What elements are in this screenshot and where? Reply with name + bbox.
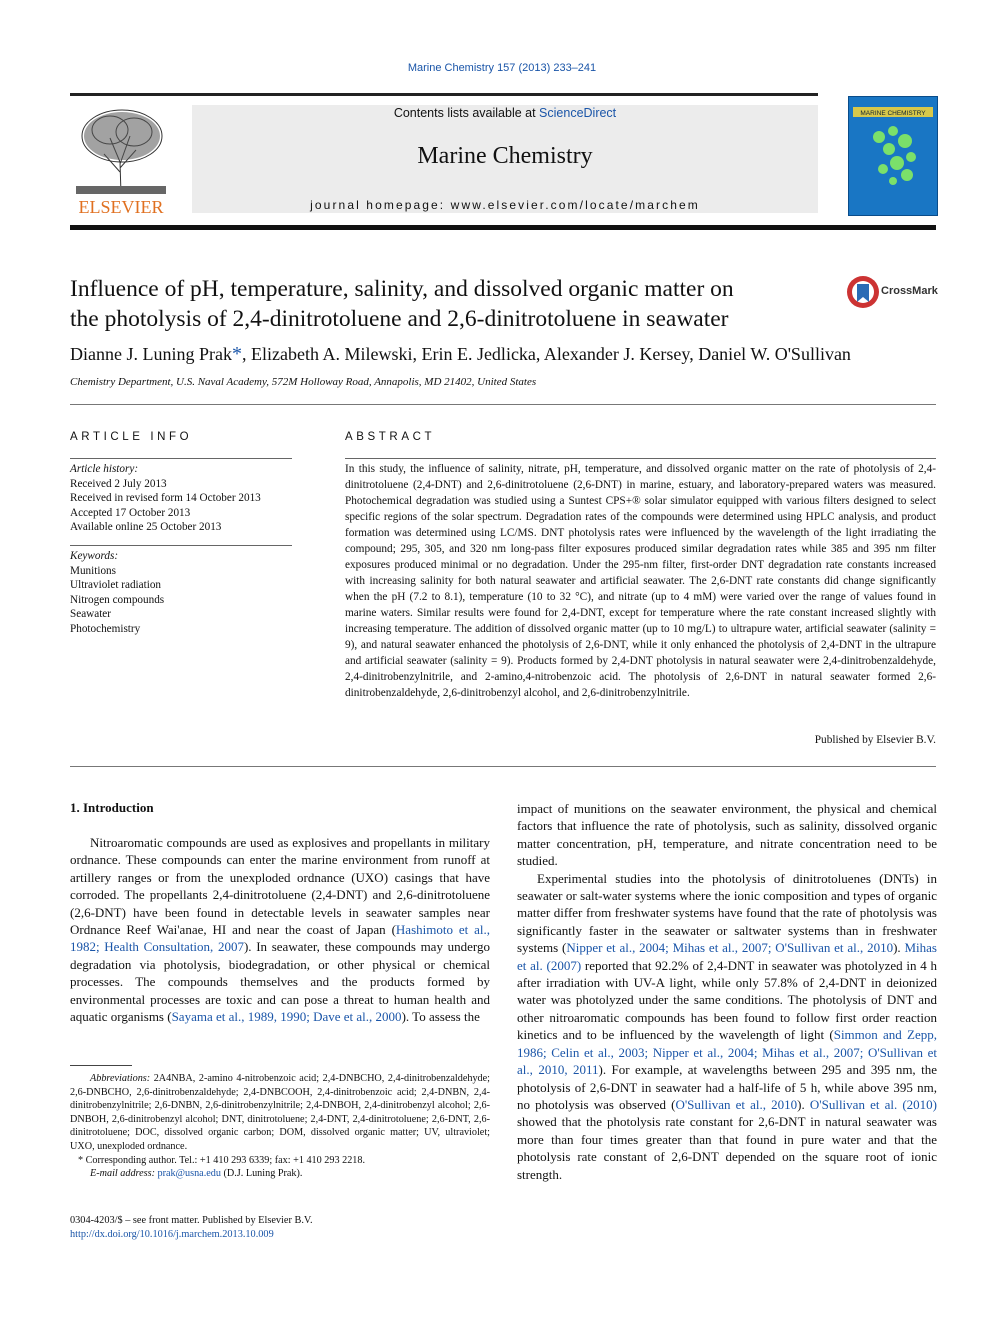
history-received: Received 2 July 2013	[70, 477, 167, 490]
citation-link[interactable]: Simmon and Zepp, 1986; Celin et al., 2003; Nipper et al., 2004; Mihas et al., 2007; O'Sullivan et al., 2010, 2011	[517, 1027, 938, 1078]
footnotes	[70, 1072, 490, 1181]
page-footer	[70, 1214, 313, 1242]
elsevier-wordmark: ELSEVIER	[78, 197, 164, 216]
email-link[interactable]: prak@usna.edu	[157, 1168, 221, 1180]
journal-reference-link[interactable]: Marine Chemistry 157 (2013) 233–241	[407, 62, 597, 74]
keyword: Ultraviolet radiation	[70, 579, 162, 591]
keywords	[70, 549, 292, 636]
intro-paragraph-1: Nitroaromatic compounds are used as explosives and propellants in military ordnance. These compounds can enter the marine environment from runoff at artillery ranges or from the unexploded ordnance (UXO) casings that have corroded. The propellants 2,4-dinitrotoluene (2,4-DNT) and 2,6-dinitrotoluene (2,6-DNT) have been found in detectable levels in seawater samples near Ordnance Reef Wai'anae, HI and near the coast of Japan (Hashimoto et al., 1982; Health Consultation, 2007). In seawater, these compounds may undergo degradation via photolysis, biodegradation, or other physical or chemical processes. The compounds themselves and the products formed by environmental processes are toxic and can pose a threat to human health and aquatic organisms (Sayama et al., 1989, 1990; Dave et al., 2000). To assess the	[70, 835, 490, 1025]
article-title	[70, 274, 810, 334]
citation-link[interactable]: O'Sullivan et al., 2010	[675, 1096, 798, 1112]
contents-prefix: Contents lists available at	[393, 106, 540, 120]
article-title-line-1: Influence of pH, temperature, salinity, and dissolved organic matter on	[70, 276, 734, 302]
article-history	[70, 462, 292, 535]
footnote-rule	[70, 1065, 132, 1066]
history-accepted: Accepted 17 October 2013	[70, 506, 191, 519]
right-column	[517, 800, 937, 1183]
citation-link[interactable]: O'Sullivan et al. (2010)	[809, 1096, 937, 1112]
author-1[interactable]: Dianne J. Luning Prak	[70, 344, 232, 364]
article-title-line-2: the photolysis of 2,4-dinitrotoluene and 2,6-dinitrotoluene in seawater	[70, 306, 729, 332]
header-divider	[70, 225, 936, 230]
section-heading-introduction: 1. Introduction	[70, 800, 154, 815]
keyword: Nitrogen compounds	[70, 593, 165, 606]
affiliation: Chemistry Department, U.S. Naval Academy, 572M Holloway Road, Annapolis, MD 21402, United States	[70, 376, 537, 388]
abbreviations-footnote: Abbreviations: 2A4NBA, 2-amino 4-nitrobenzoic acid; 2,4-DNBCHO, 2,4-dinitrobenzaldehyde; 2,6-DNBCHO, 2,6-dinitrobenzaldehyde; 2,4-DNBCOOH, 2,4-dinitrobenzoic acid; 2,4-DNBN, 2,4-dinitrobenzylnitrile; 2,6-DNBN, 2,6-dinitrobenzylnitrile; 2,4-DNBOH, 2,4-dinitrobenzyl alcohol; 2,6-DNBOH, 2,6-dinitrobenzyl alcohol; DNT, dinitrotoluene; 2,4-DNT, 2,4-dinitrotoluene; 2,6-DNT, 2,6-dinitrotoluene; DOC, dissolved organic carbon; DOM, dissolved organic matter; UV, ultraviolet; UXO, unexploded ordnance.	[70, 1073, 490, 1152]
cover-title: MARINE CHEMISTRY	[860, 110, 926, 117]
keywords-rule	[70, 545, 292, 546]
sciencedirect-link[interactable]: ScienceDirect	[539, 106, 617, 120]
crossmark-label: CrossMark	[881, 285, 938, 297]
issn-line: 0304-4203/$ – see front matter. Published by Elsevier B.V.	[70, 1215, 313, 1226]
keywords-label: Keywords:	[70, 550, 119, 562]
left-column	[70, 834, 490, 1025]
keyword: Munitions	[70, 564, 117, 577]
intro-paragraph-1-continued: impact of munitions on the seawater environment, the physical and chemical factors that influence the rate of photolysis, such as salinity, dissolved organic matter concentration, pH, temperature, and nitrate concentration need to be studied.	[517, 801, 937, 869]
article-info-heading: ARTICLE INFO	[70, 431, 193, 443]
email-footnote: E-mail address: prak@usna.edu (D.J. Luning Prak).	[90, 1168, 303, 1180]
intro-paragraph-2: Experimental studies into the photolysis of dinitrotoluenes (DNTs) in seawater or salt-water systems where the ionic composition and types of organic matter differ from freshwater systems have found that the rate of photolysis was significantly faster in the seawater or saltwater systems than in freshwater systems (Nipper et al., 2004; Mihas et al., 2007; O'Sullivan et al., 2010). Mihas et al. (2007) reported that 92.2% of 2,4-DNT in seawater was photolyzed in 4 h after irradiation with UV-A light, while only 57.8% of 2,4-DNT in deionized water was photolyzed under the same conditions. The photolysis of DNT and other nitroaromatic compounds has been found to follow first order reaction kinetics and to be influenced by the wavelength of light (Simmon and Zepp, 1986; Celin et al., 2003; Nipper et al., 2004; Mihas et al., 2007; O'Sullivan et al., 2010, 2011). For example, at wavelengths between 295 and 395 nm, the photolysis of 2,6-DNT in seawater had a half-life of 5 h, while above 395 nm, no photolysis was observed (O'Sullivan et al., 2010). O'Sullivan et al. (2010) showed that the photolysis rate constant for 2,6-DNT in natural seawater was more than four times greater than that found in pure water and that the photolysis rate constant of 2,6-DNT depended on the square root of ionic strength.	[517, 870, 938, 1182]
journal-cover-image[interactable]	[848, 96, 938, 216]
journal-reference[interactable]	[0, 62, 992, 74]
top-rule	[70, 93, 818, 96]
citation-link[interactable]: Nipper et al., 2004; Mihas et al., 2007; O'Sullivan et al., 2010	[566, 940, 894, 956]
cover-art	[849, 97, 937, 215]
article-info-rule	[70, 458, 292, 459]
citation-link[interactable]: Hashimoto et al., 1982; Health Consultation, 2007	[70, 922, 490, 955]
author-list	[70, 343, 950, 366]
keyword: Photochemistry	[70, 622, 141, 635]
history-online: Available online 25 October 2013	[70, 521, 222, 533]
keyword: Seawater	[70, 608, 111, 620]
citation-link[interactable]: Mihas et al. (2007)	[517, 940, 937, 973]
corresponding-author-footnote: * Corresponding author. Tel.: +1 410 293 6339; fax: +1 410 293 2218.	[78, 1154, 366, 1166]
elsevier-logo	[70, 102, 172, 216]
abstract-bottom-rule	[70, 766, 936, 767]
abstract-text: In this study, the influence of salinity, nitrate, pH, temperature, and dissolved organic matter on the rate of photolysis of 2,4-dinitrotoluene (2,4-DNT) and 2,6-dinitrotoluene (2,6-DNT) in marine, estuary, and laboratory-prepared waters was measured. Photochemical degradation was studied using a Suntest CPS+® solar simulator equipped with various filters designed to select specific regions of the solar spectrum. Degradation rates of the compounds were determined using HPLC analysis, and product formation was determined using LC/MS. DNT photolysis rates were influenced by the wavelength of the light irradiating the compound; 295, 305, and 320 nm long-pass filter exposures produced similar degradation rates while 385 and 395 nm filter exposures produced minimal or no degradation. Under the 295-nm filter, first-order DNT degradation rate constants increased with increasing salinity for both natural seawater and artificial seawater. The 2,6-DNT rate constants did change significantly when the pH (7.2 to 8.1), temperature (10 to 32 °C), and nitrate (up to 4 mM) were varied over the range of values found in marine waters. Similar results were found for 2,4-DNT, except for temperature where the rate constant increased slightly with increasing temperature. The addition of dissolved organic matter (up to 10 mg/L) to ultrapure water, artificial seawater (salinity = 9), and natural seawater enhanced the photolysis of 2,6-DNT, while it only enhanced the photolysis of 2,4-DNT in the ultrapure and artificial seawater (salinity = 9). Products formed by 2,4-DNT photolysis in natural seawater were 2,4-dinitrobenzaldehyde, 2,4-dinitrobenzylnitrile, and 2-amino,4-nitrobenzoic acid. The photolysis of 2,6-DNT in natural seawater formed 2,6-dinitrobenzaldehyde, 2,6-dinitrobenzyl alcohol, and 2,6-dinitrobenzylnitrile.	[345, 463, 936, 699]
crossmark-icon	[845, 274, 881, 310]
abstract-heading: ABSTRACT	[345, 431, 436, 443]
info-top-rule	[70, 404, 936, 405]
journal-homepage[interactable]: journal homepage: www.elsevier.com/locate/marchem	[310, 198, 700, 212]
journal-name: Marine Chemistry	[417, 143, 593, 169]
abstract-rule	[345, 458, 936, 459]
contents-line	[192, 106, 818, 120]
published-by: Published by Elsevier B.V.	[814, 734, 936, 746]
doi-link[interactable]: http://dx.doi.org/10.1016/j.marchem.2013.10.009	[70, 1229, 274, 1240]
history-revised: Received in revised form 14 October 2013	[70, 492, 261, 504]
citation-link[interactable]: Sayama et al., 1989, 1990; Dave et al., 2000	[171, 1009, 402, 1025]
crossmark-badge[interactable]	[845, 274, 945, 310]
history-label: Article history:	[70, 463, 139, 475]
corresponding-author-mark[interactable]: *	[231, 343, 242, 365]
other-authors: , Elizabeth A. Milewski, Erin E. Jedlicka, Alexander J. Kersey, Daniel W. O'Sullivan	[241, 344, 851, 364]
